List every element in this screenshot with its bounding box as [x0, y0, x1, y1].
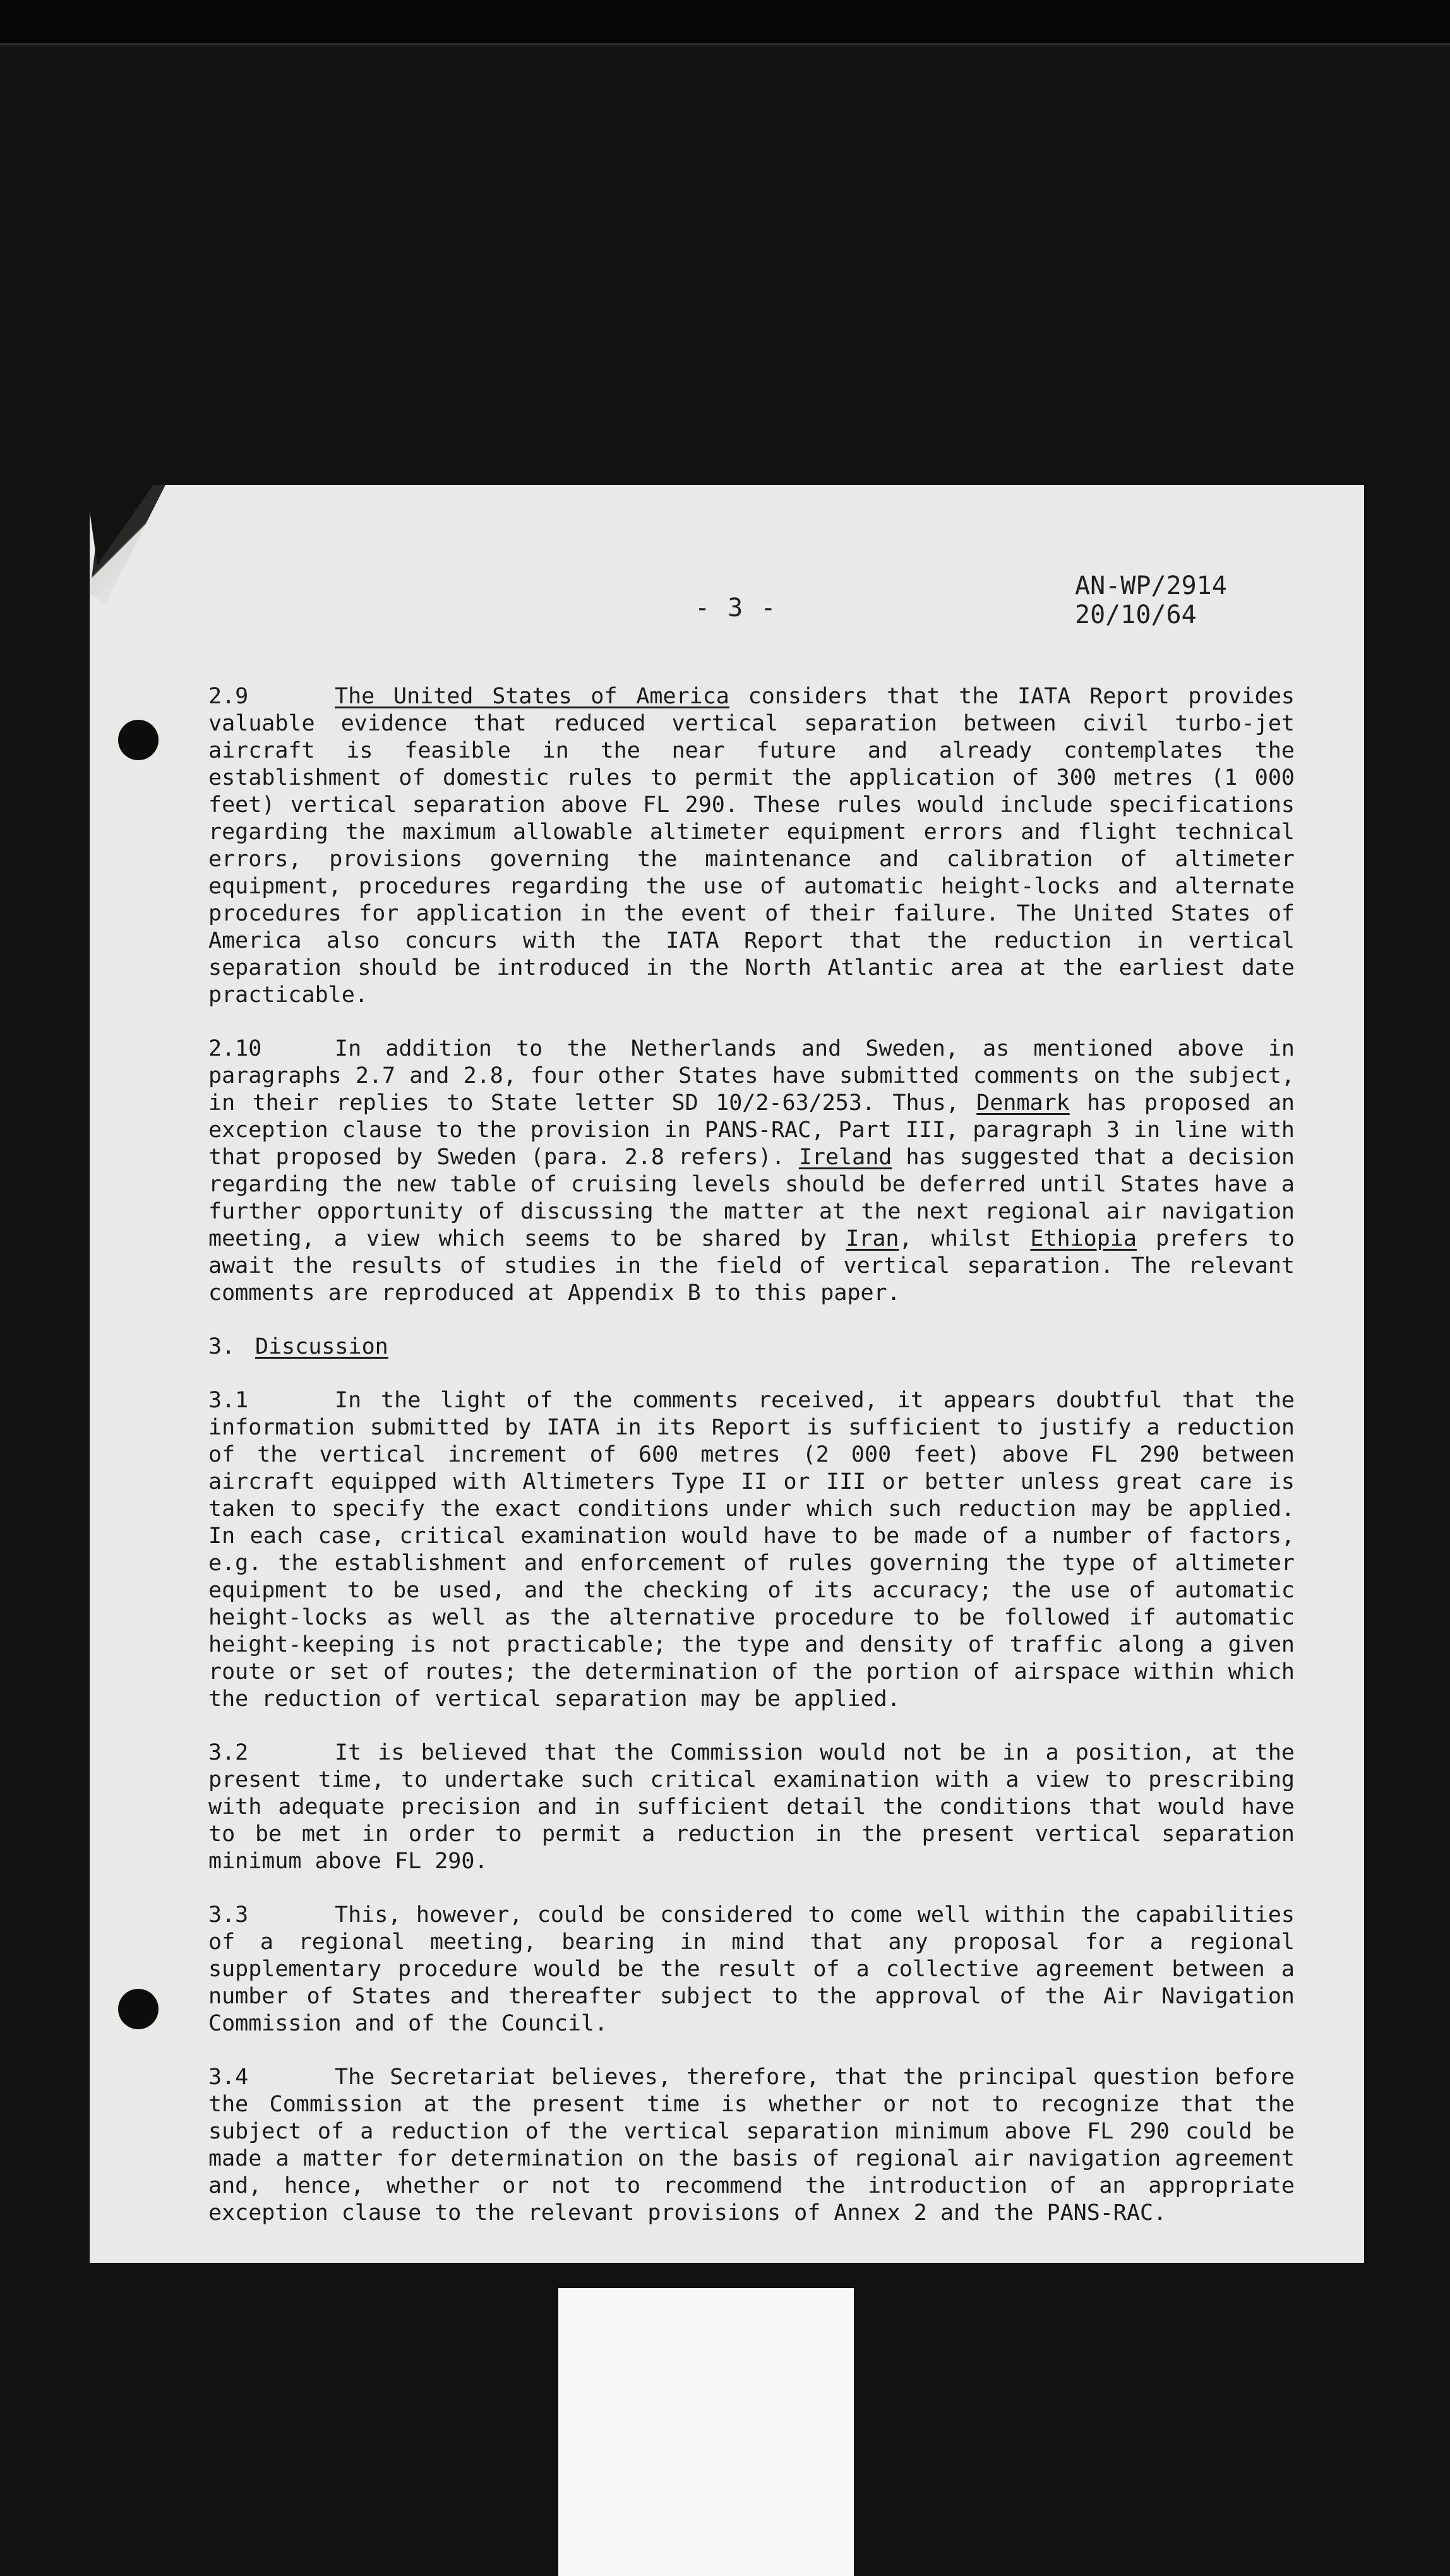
paragraph-3-3	[208, 1902, 1295, 2037]
paragraph-number: 3.1	[208, 1388, 249, 1413]
section-number: 3.	[208, 1334, 236, 1359]
section-heading-discussion	[208, 1333, 1295, 1361]
film-edge	[0, 43, 1450, 45]
paragraph-3-4	[208, 2064, 1295, 2227]
paragraph-text: , whilst	[899, 1226, 1031, 1251]
underlined-subject: The United States of America	[335, 684, 729, 709]
paragraph-text: The Secretariat believes, therefore, that the principal question before the Commission at the present time is whether or not to recognize that the subject of a reduction of the vertical separation minimum above FL 290 could be made a matter for determination on the basis of regional air navigation agreement and, hence, whether or not to recommend the introduction of an appropriate exception clause to the relevant provisions of Annex 2 and the PANS-RAC.	[208, 2065, 1295, 2226]
underlined-country-iran: Iran	[846, 1226, 899, 1251]
document-body	[208, 683, 1295, 2253]
paragraph-number: 3.4	[208, 2065, 249, 2090]
punch-hole-bottom	[118, 1989, 159, 2029]
page-number: - 3 -	[695, 593, 777, 623]
section-title: Discussion	[255, 1334, 388, 1359]
paragraph-text: has suggested that a decision regarding the new table of cruising levels should be deferred until States have a further opportunity of discussing the matter at the next regional air navigation meeting, a view which seems to be shared by	[208, 1145, 1295, 1251]
paragraph-3-1	[208, 1387, 1295, 1713]
underlined-country-ethiopia: Ethiopia	[1030, 1226, 1137, 1251]
blank-target-card	[558, 2288, 854, 2576]
paragraph-number: 3.3	[208, 1902, 249, 1928]
paragraph-number: 2.9	[208, 684, 249, 709]
punch-hole-top	[118, 720, 159, 760]
paragraph-text: considers that the IATA Report provides valuable evidence that reduced vertical separation between civil turbo-jet aircraft is feasible in the near future and already contemplates the establishment of domestic rules to permit the application of 300 metres (1 000 feet) vertical separation above FL 290. These rules would include specifications regarding the maximum allowable altimeter equipment errors and flight technical errors, provisions governing the maintenance and calibration of altimeter equipment, procedures regarding the use of automatic height-locks and alternate procedures for application in the event of their failure. The United States of America also concurs with the IATA Report that the reduction in vertical separation should be introduced in the North Atlantic area at the earliest date practicable.	[208, 684, 1295, 1008]
underlined-country-denmark: Denmark	[976, 1090, 1070, 1116]
underlined-country-ireland: Ireland	[798, 1145, 892, 1170]
film-border	[0, 0, 1450, 44]
paragraph-text: In addition to the Netherlands and Sweden, as mentioned above in paragraphs 2.7 and 2.8, four other States have submitted comments on the subject, in their replies to State letter SD 10/2-63/253. Thus,	[208, 1036, 1295, 1116]
paragraph-text: It is believed that the Commission would not be in a position, at the present time, to undertake such critical examination with a view to prescribing with adequate precision and in sufficient detail the conditions that would have to be met in order to permit a reduction in the present vertical separation minimum above FL 290.	[208, 1740, 1295, 1874]
document-code: AN-WP/2914	[1075, 571, 1227, 600]
paragraph-number: 2.10	[208, 1036, 262, 1061]
paragraph-text: This, however, could be considered to come well within the capabilities of a regional meeting, bearing in mind that any proposal for a regional supplementary procedure would be the result of a collective agreement between a number of States and thereafter subject to the approval of the Air Navigation Commission and of the Council.	[208, 1902, 1295, 2036]
paragraph-3-2	[208, 1739, 1295, 1875]
paragraph-text: prefers to await the results of studies in the field of vertical separation. The relevant comments are reproduced at Appendix B to this paper.	[208, 1226, 1295, 1306]
paragraph-text: In the light of the comments received, it appears doubtful that the information submitted by IATA in its Report is sufficient to justify a reduction of the vertical increment of 600 metres (2 000 feet) above FL 290 between aircraft equipped with Altimeters Type II or III or better unless great care is taken to specify the exact conditions under which such reduction may be applied. In each case, critical examination would have to be made of a number of factors, e.g. the establishment and enforcement of rules governing the type of altimeter equipment to be used, and the checking of its accuracy; the use of automatic height-locks as well as the alternative procedure to be followed if automatic height-keeping is not practicable; the type and density of traffic along a given route or set of routes; the determination of the portion of airspace within which the reduction of vertical separation may be applied.	[208, 1388, 1295, 1712]
paragraph-2-10	[208, 1035, 1295, 1307]
paragraph-number: 3.2	[208, 1740, 249, 1765]
document-reference	[1075, 571, 1227, 629]
paragraph-text: has proposed an exception clause to the provision in PANS-RAC, Part III, paragraph 3 in line with that proposed by Sweden (para. 2.8 refers).	[208, 1090, 1295, 1170]
paragraph-2-9	[208, 683, 1295, 1009]
document-date: 20/10/64	[1075, 600, 1197, 629]
